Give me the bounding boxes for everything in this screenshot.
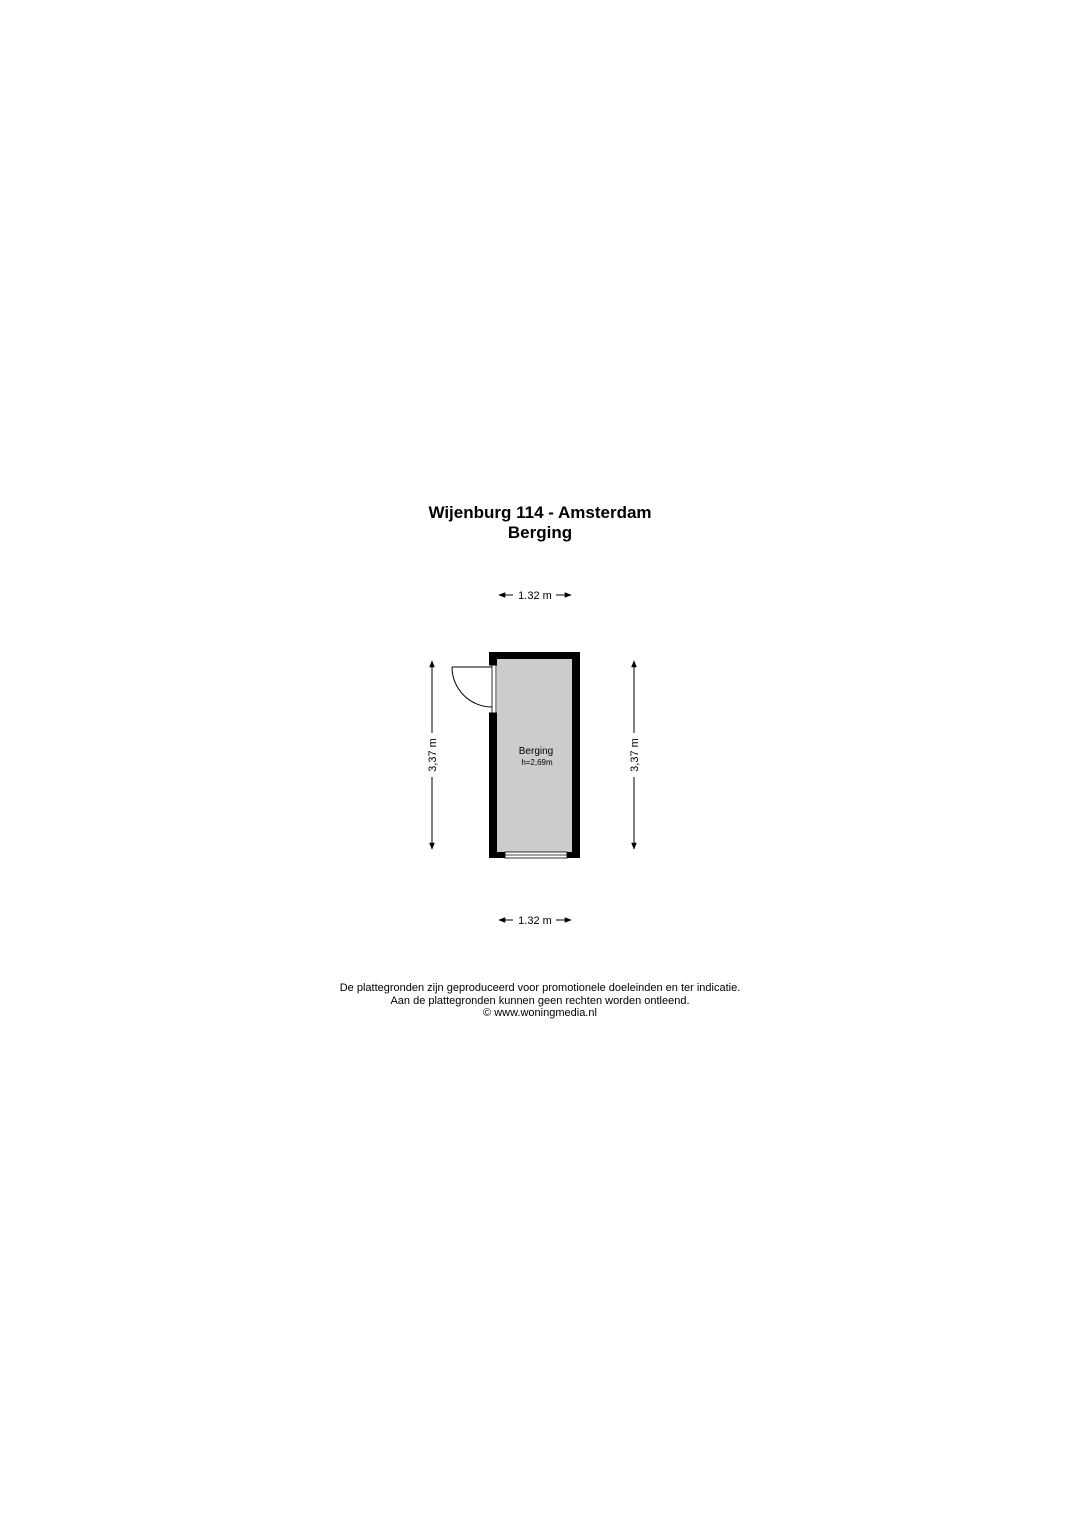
window-bottom [505, 852, 567, 858]
disclaimer [0, 982, 1080, 1020]
dimension-right-label: 3,37 m [629, 738, 641, 772]
dimension-right [629, 661, 641, 849]
dimension-bottom [499, 915, 571, 927]
dimension-left-label: 3,37 m [427, 738, 439, 772]
disclaimer-line-2: Aan de plattegronden kunnen geen rechten worden ontleend. [390, 994, 690, 1007]
room-berging [452, 652, 580, 858]
disclaimer-line-1: De plattegronden zijn geproduceerd voor promotionele doeleinden en ter indicatie. [339, 982, 741, 994]
page-subtitle: Berging [507, 523, 573, 542]
page-title: Wijenburg 114 - Amsterdam [428, 503, 652, 522]
copyright-link[interactable]: © www.woningmedia.nl [483, 1007, 597, 1019]
room-height-label: h=2,69m [521, 758, 553, 767]
door-swing [452, 667, 492, 707]
dimension-top-label: 1.32 m [518, 590, 552, 602]
dimension-top [499, 590, 571, 602]
dimension-left [427, 661, 439, 849]
dimension-bottom-label: 1.32 m [518, 915, 552, 927]
room-label: Berging [518, 746, 554, 757]
